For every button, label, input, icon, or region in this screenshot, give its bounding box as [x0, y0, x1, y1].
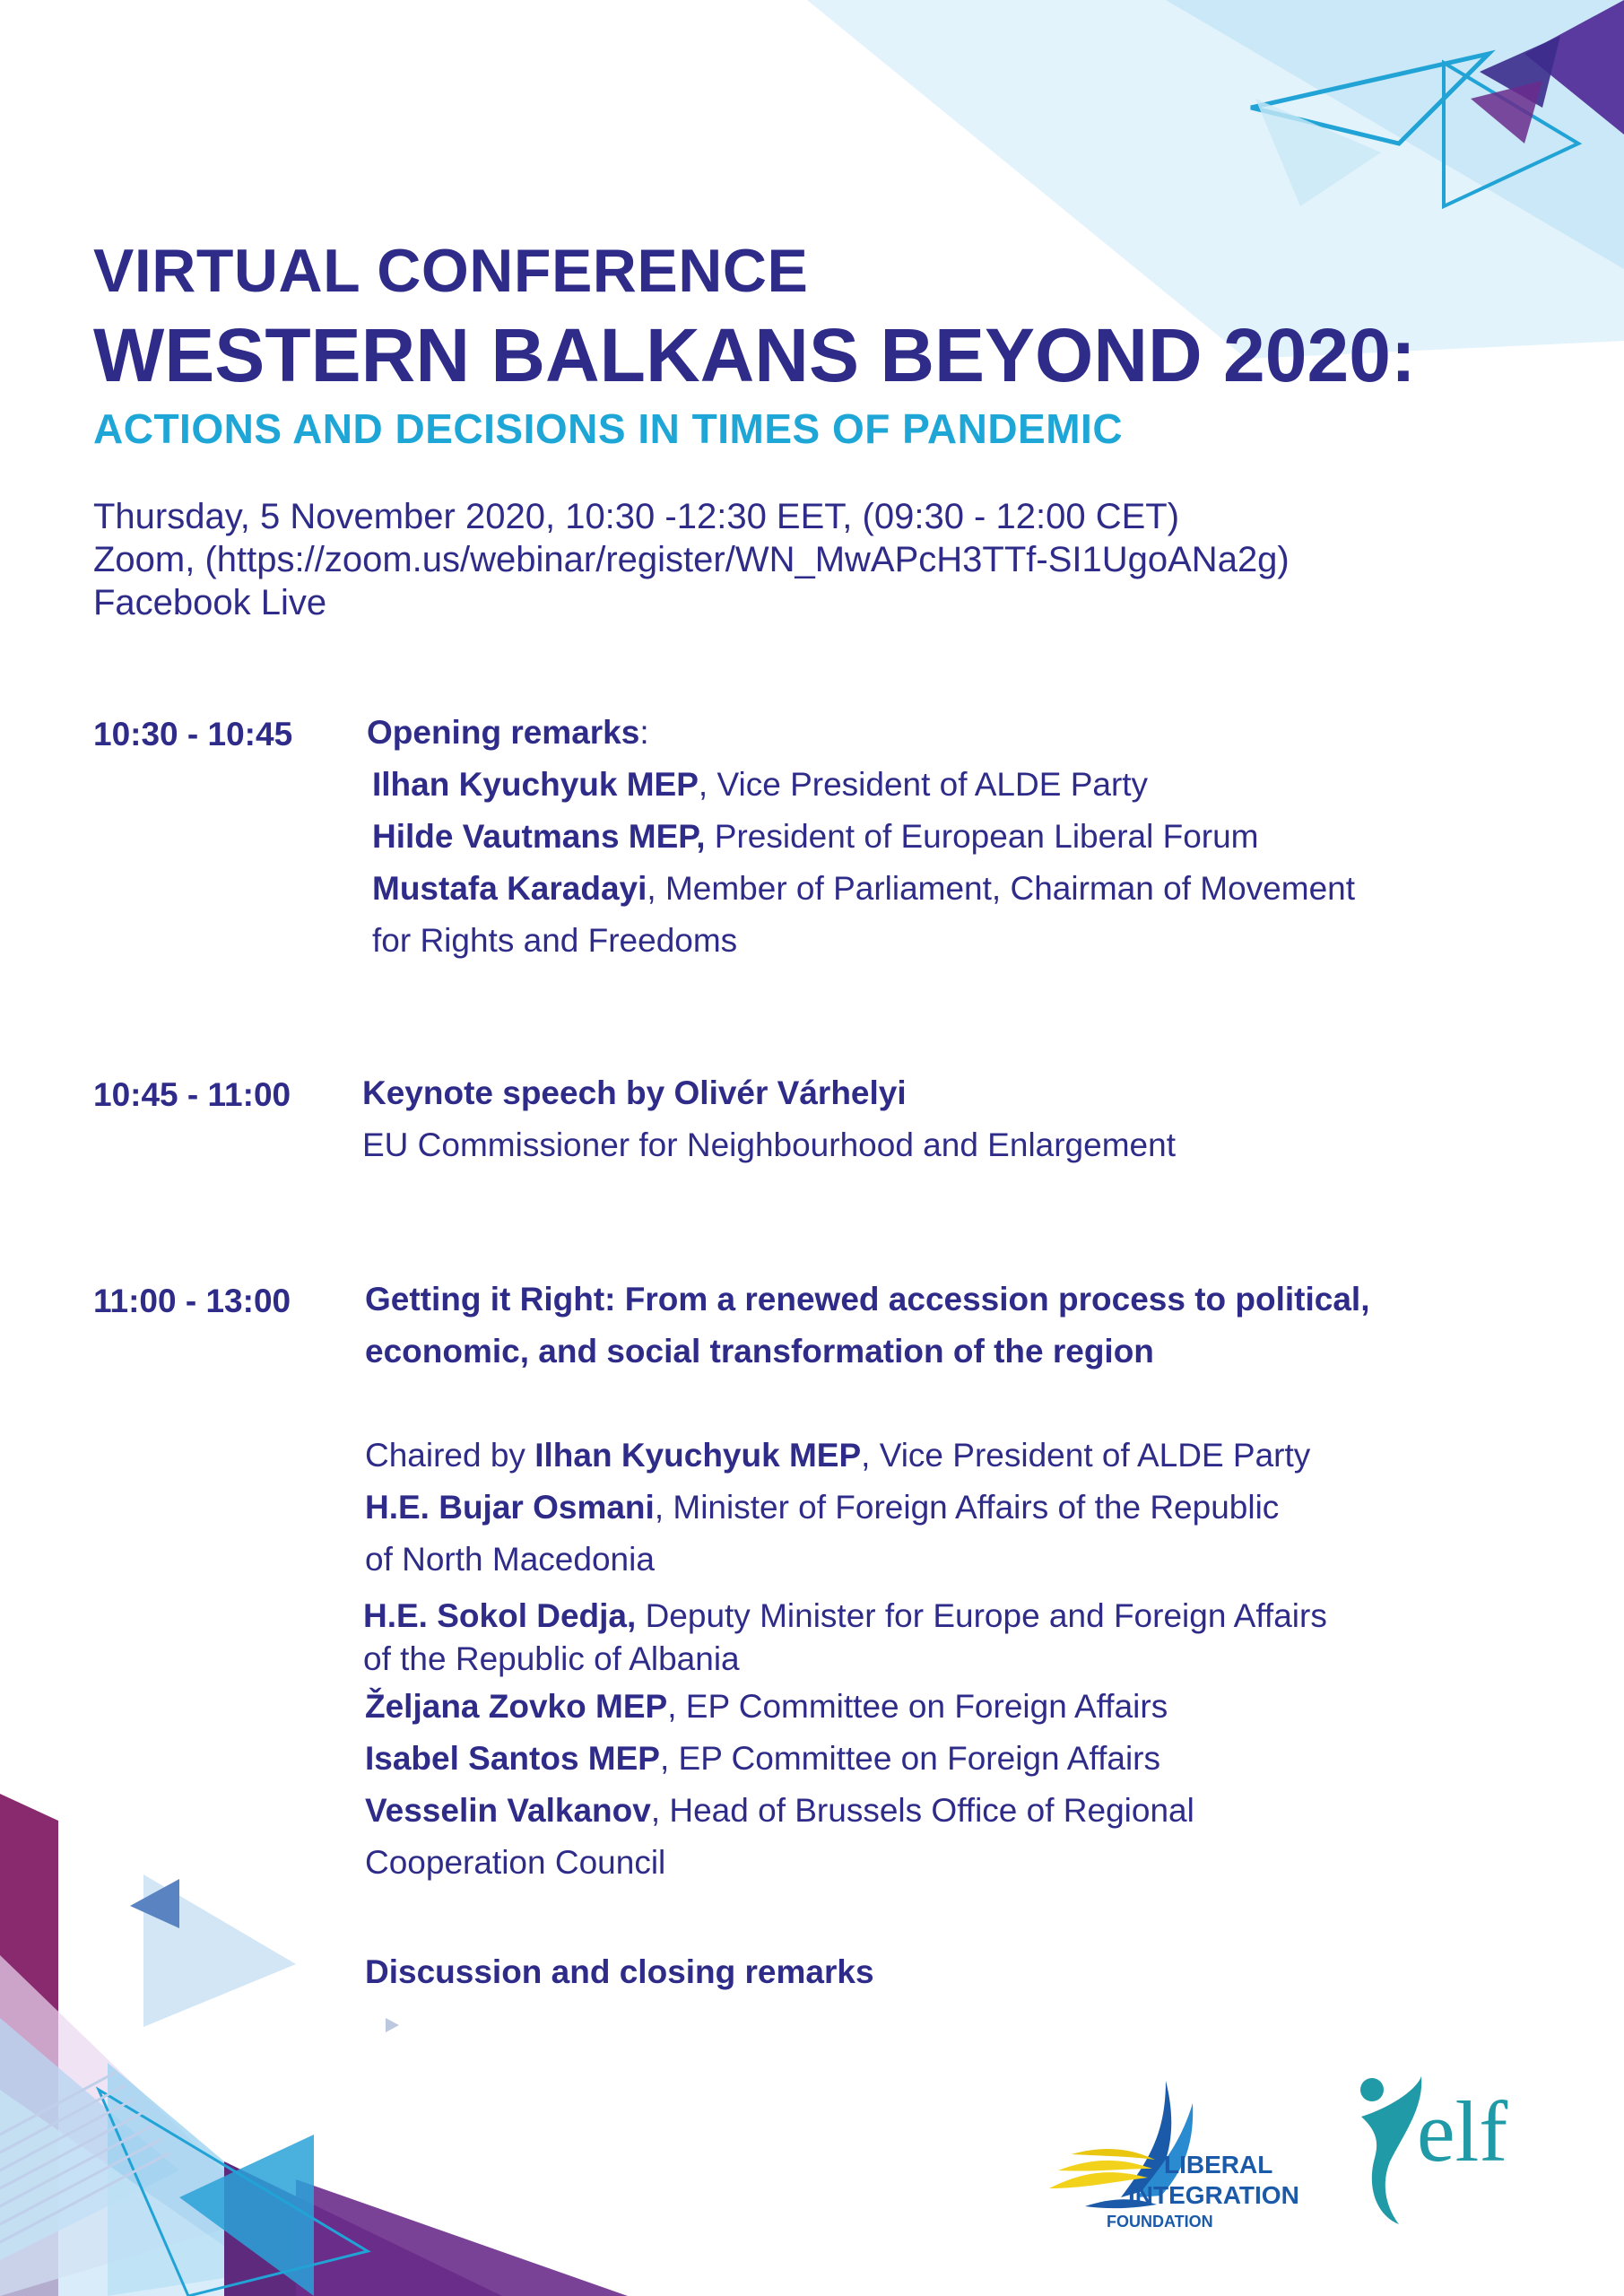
speaker-name: Ilhan Kyuchyuk MEP — [372, 766, 699, 803]
agenda-content — [367, 707, 1355, 967]
agenda-title-colon: : — [639, 714, 649, 751]
chair-prefix: Chaired by — [365, 1437, 535, 1474]
speaker-name: Mustafa Karadayi — [372, 870, 647, 907]
agenda-time: 11:00 - 13:00 — [93, 1283, 291, 1319]
speaker-role: , Member of Parliament, Chairman of Movement — [647, 870, 1356, 907]
speaker-role: , Vice President of ALDE Party — [698, 766, 1149, 803]
lif-name-line-2: INTEGRATION — [1128, 2181, 1299, 2209]
elf-logo — [1354, 2072, 1533, 2233]
speaker-line — [365, 1681, 1370, 1733]
event-info — [93, 495, 1290, 624]
agenda-item-opening — [93, 716, 1546, 985]
agenda-time: 10:30 - 10:45 — [93, 716, 293, 752]
chair-name: Ilhan Kyuchyuk MEP — [534, 1437, 862, 1474]
header-line-1: VIRTUAL CONFERENCE — [93, 237, 809, 305]
conference-header — [93, 235, 1416, 454]
speaker-line — [372, 811, 1355, 863]
speaker-role: , EP Committee on Foreign Affairs — [667, 1688, 1168, 1725]
speaker-line — [363, 1586, 1370, 1638]
liberal-integration-foundation-logo — [1031, 2063, 1300, 2242]
speaker-role-continued: for Rights and Freedoms — [372, 922, 738, 959]
speaker-role-continued: of North Macedonia — [365, 1541, 655, 1578]
speaker-line — [372, 863, 1355, 915]
agenda-title-line-1: Getting it Right: From a renewed accession process to political, — [365, 1281, 1370, 1318]
chair-line — [365, 1430, 1370, 1482]
speaker-role: , Minister of Foreign Affairs of the Republic — [654, 1489, 1280, 1526]
agenda-title: Keynote speech by Olivér Várhelyi — [362, 1074, 907, 1111]
event-date: Thursday, 5 November 2020, 10:30 -12:30 EET, (09:30 - 12:00 CET) — [93, 497, 1180, 536]
header-subtitle: ACTIONS AND DECISIONS IN TIMES OF PANDEMIC — [93, 405, 1124, 452]
speaker-line — [365, 1733, 1370, 1785]
speaker-role: , EP Committee on Foreign Affairs — [660, 1740, 1160, 1777]
speaker-line — [372, 759, 1355, 811]
agenda-content — [365, 1274, 1370, 1998]
speaker-name: H.E. Sokol Dedja, — [363, 1597, 637, 1634]
agenda-subtitle: EU Commissioner for Neighbourhood and Enlargement — [362, 1126, 1176, 1163]
event-zoom-link[interactable]: Zoom, (https://zoom.us/webinar/register/WN_MwAPcH3TTf-SI1UgoANa2g) — [93, 540, 1290, 579]
speaker-role: , Head of Brussels Office of Regional — [650, 1792, 1194, 1829]
speaker-name: Željana Zovko MEP — [365, 1688, 668, 1725]
speaker-line — [365, 1785, 1370, 1837]
speaker-role: President of European Liberal Forum — [705, 818, 1259, 855]
agenda-title-line-2: economic, and social transformation of the region — [365, 1333, 1154, 1370]
elf-wordmark: elf — [1417, 2083, 1508, 2179]
agenda-content — [362, 1067, 1176, 1171]
speaker-name: H.E. Bujar Osmani — [365, 1489, 655, 1526]
speaker-name: Isabel Santos MEP — [365, 1740, 660, 1777]
speaker-role-continued: Cooperation Council — [365, 1844, 666, 1881]
event-facebook: Facebook Live — [93, 583, 327, 622]
agenda-item-keynote — [93, 1076, 1546, 1202]
chair-role: , Vice President of ALDE Party — [861, 1437, 1311, 1474]
speaker-name: Hilde Vautmans MEP, — [372, 818, 706, 855]
closing-remarks: Discussion and closing remarks — [365, 1953, 874, 1990]
header-title: WESTERN BALKANS BEYOND 2020: — [93, 313, 1416, 397]
lif-name-line-3: FOUNDATION — [1107, 2213, 1213, 2231]
agenda-item-panel — [93, 1283, 1546, 2027]
speaker-role-continued: of the Republic of Albania — [363, 1640, 740, 1677]
speaker-name: Vesselin Valkanov — [365, 1792, 651, 1829]
speaker-role: Deputy Minister for Europe and Foreign Affairs — [636, 1597, 1327, 1634]
speaker-line — [365, 1482, 1370, 1534]
agenda-time: 10:45 - 11:00 — [93, 1076, 291, 1113]
agenda-title: Opening remarks — [367, 714, 640, 751]
lif-name-line-1: LIBERAL — [1164, 2151, 1273, 2179]
